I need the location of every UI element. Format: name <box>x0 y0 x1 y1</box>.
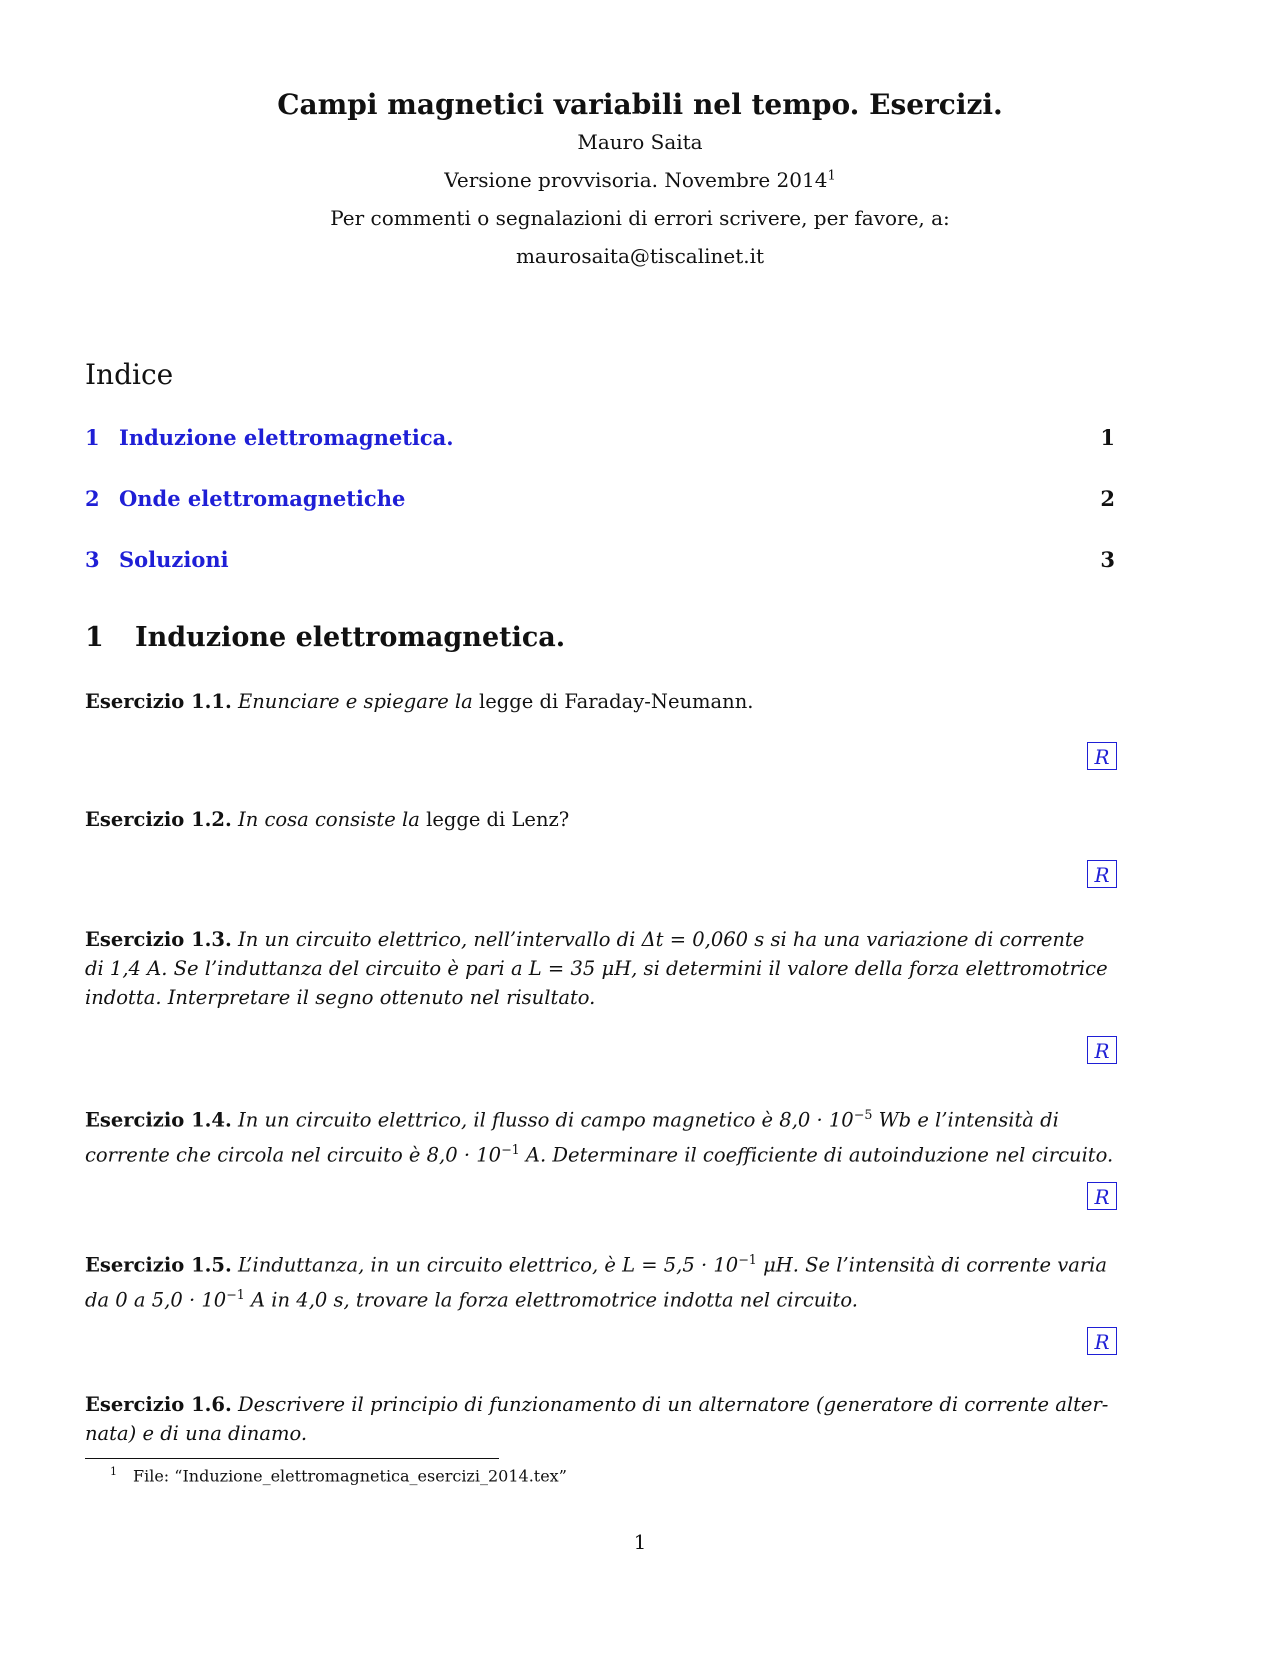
exercise-line <box>85 1135 1115 1170</box>
footnote-number: 1 <box>110 1465 117 1478</box>
toc-heading: Indice <box>85 358 174 391</box>
exercise-label: Esercizio 1.5. <box>85 1253 232 1277</box>
footnote-rule <box>85 1458 499 1459</box>
exercise-text: legge di Faraday-Neumann. <box>479 690 754 713</box>
exponent: −5 <box>853 1107 873 1122</box>
exponent: −1 <box>501 1141 520 1157</box>
toc-entry-page: 3 <box>1100 547 1115 572</box>
page-number: 1 <box>633 1530 647 1554</box>
exercise-1-6 <box>85 1390 1115 1448</box>
answer-link-1-1[interactable]: R <box>1087 742 1117 770</box>
exercise-1-5 <box>85 1245 1115 1314</box>
exercise-text: legge di Lenz? <box>426 808 570 831</box>
toc-entry-link[interactable]: Induzione elettromagnetica. <box>119 425 454 450</box>
document-title: Campi magnetici variabili nel tempo. Esercizi. <box>277 88 1003 121</box>
toc-entry-2[interactable] <box>85 486 1115 516</box>
toc-entry-page: 2 <box>1100 486 1115 511</box>
exercise-label: Esercizio 1.6. <box>85 1393 232 1416</box>
exercise-line <box>85 1419 1115 1448</box>
toc-entry-number: 1 <box>85 425 100 450</box>
answer-link-1-4[interactable]: R <box>1087 1182 1117 1210</box>
toc-entry-link[interactable]: Onde elettromagnetiche <box>119 486 406 511</box>
exercise-line <box>85 1280 1115 1315</box>
comments-line: Per commenti o segnalazioni di errori scrivere, per favore, a: <box>330 206 950 230</box>
version-line <box>0 168 1280 192</box>
exercise-text: Enunciare e spiegare la <box>238 690 473 713</box>
exercise-text: L’induttanza, in un circuito elettrico, è L = 5,5 · 10 <box>238 1253 739 1277</box>
section-title: Induzione elettromagnetica. <box>135 622 566 653</box>
email: maurosaita@tiscalinet.it <box>515 244 765 268</box>
exercise-text: da 0 a 5,0 · 10 <box>85 1288 227 1311</box>
footnote-mark[interactable]: 1 <box>827 168 836 184</box>
section-number: 1 <box>85 622 104 653</box>
exercise-text: In un circuito elettrico, il flusso di campo magnetico è 8,0 · 10 <box>238 1108 854 1132</box>
footnote-text: File: “Induzione_elettromagnetica_esercizi_2014.tex” <box>133 1466 567 1486</box>
exercise-1-1 <box>85 687 1115 716</box>
exercise-line <box>85 925 1115 954</box>
exercise-text: In un circuito elettrico, nell’intervallo di Δt = 0,060 s si ha una variazione di corrente <box>238 928 1085 951</box>
answer-link-1-2[interactable]: R <box>1087 860 1117 888</box>
toc-entry-number: 2 <box>85 486 100 511</box>
exercise-line <box>85 1100 1115 1135</box>
version-text: Versione provvisoria. Novembre 2014 <box>444 168 828 192</box>
exercise-text: In cosa consiste la <box>238 808 420 831</box>
exercise-1-3 <box>85 925 1115 1012</box>
exercise-text: indotta. Interpretare il segno ottenuto nel risultato. <box>85 986 596 1009</box>
author: Mauro Saita <box>577 130 703 154</box>
exercise-text: Descrivere il principio di funzionamento di un alternatore (generatore di corrente alter- <box>238 1393 1109 1416</box>
toc-entry-number: 3 <box>85 547 100 572</box>
exercise-line <box>85 954 1115 983</box>
exercise-text: nata) e di una dinamo. <box>85 1422 308 1445</box>
toc-entry-page: 1 <box>1100 425 1115 450</box>
exercise-text: corrente che circola nel circuito è 8,0 · 10 <box>85 1143 502 1166</box>
exercise-text: A in 4,0 s, trovare la forza elettromotrice indotta nel circuito. <box>244 1288 858 1311</box>
answer-link-1-5[interactable]: R <box>1087 1327 1117 1355</box>
exercise-line <box>85 1390 1115 1419</box>
exercise-label: Esercizio 1.3. <box>85 928 232 951</box>
exercise-text: A. Determinare il coefficiente di autoinduzione nel circuito. <box>519 1143 1114 1166</box>
exercise-1-2 <box>85 805 1115 834</box>
toc-entry-1[interactable] <box>85 425 1115 455</box>
exponent: −1 <box>738 1252 757 1267</box>
exercise-label: Esercizio 1.1. <box>85 690 232 713</box>
exponent: −1 <box>226 1286 245 1302</box>
exercise-1-4 <box>85 1100 1115 1169</box>
section-heading <box>85 622 565 653</box>
exercise-line <box>85 983 1115 1012</box>
exercise-text: di 1,4 A. Se l’induttanza del circuito è pari a L = 35 μH, si determini il valore della forza elettromotrice <box>85 957 1108 980</box>
exercise-label: Esercizio 1.2. <box>85 808 232 831</box>
footnote <box>110 1465 567 1485</box>
exercise-text: Wb e l’intensità di <box>872 1108 1059 1132</box>
answer-link-1-3[interactable]: R <box>1087 1036 1117 1064</box>
toc-entry-3[interactable] <box>85 547 1115 577</box>
exercise-text: μH. Se l’intensità di corrente varia <box>756 1253 1108 1277</box>
exercise-line <box>85 1245 1115 1280</box>
exercise-label: Esercizio 1.4. <box>85 1108 232 1132</box>
toc-entry-link[interactable]: Soluzioni <box>119 547 229 572</box>
